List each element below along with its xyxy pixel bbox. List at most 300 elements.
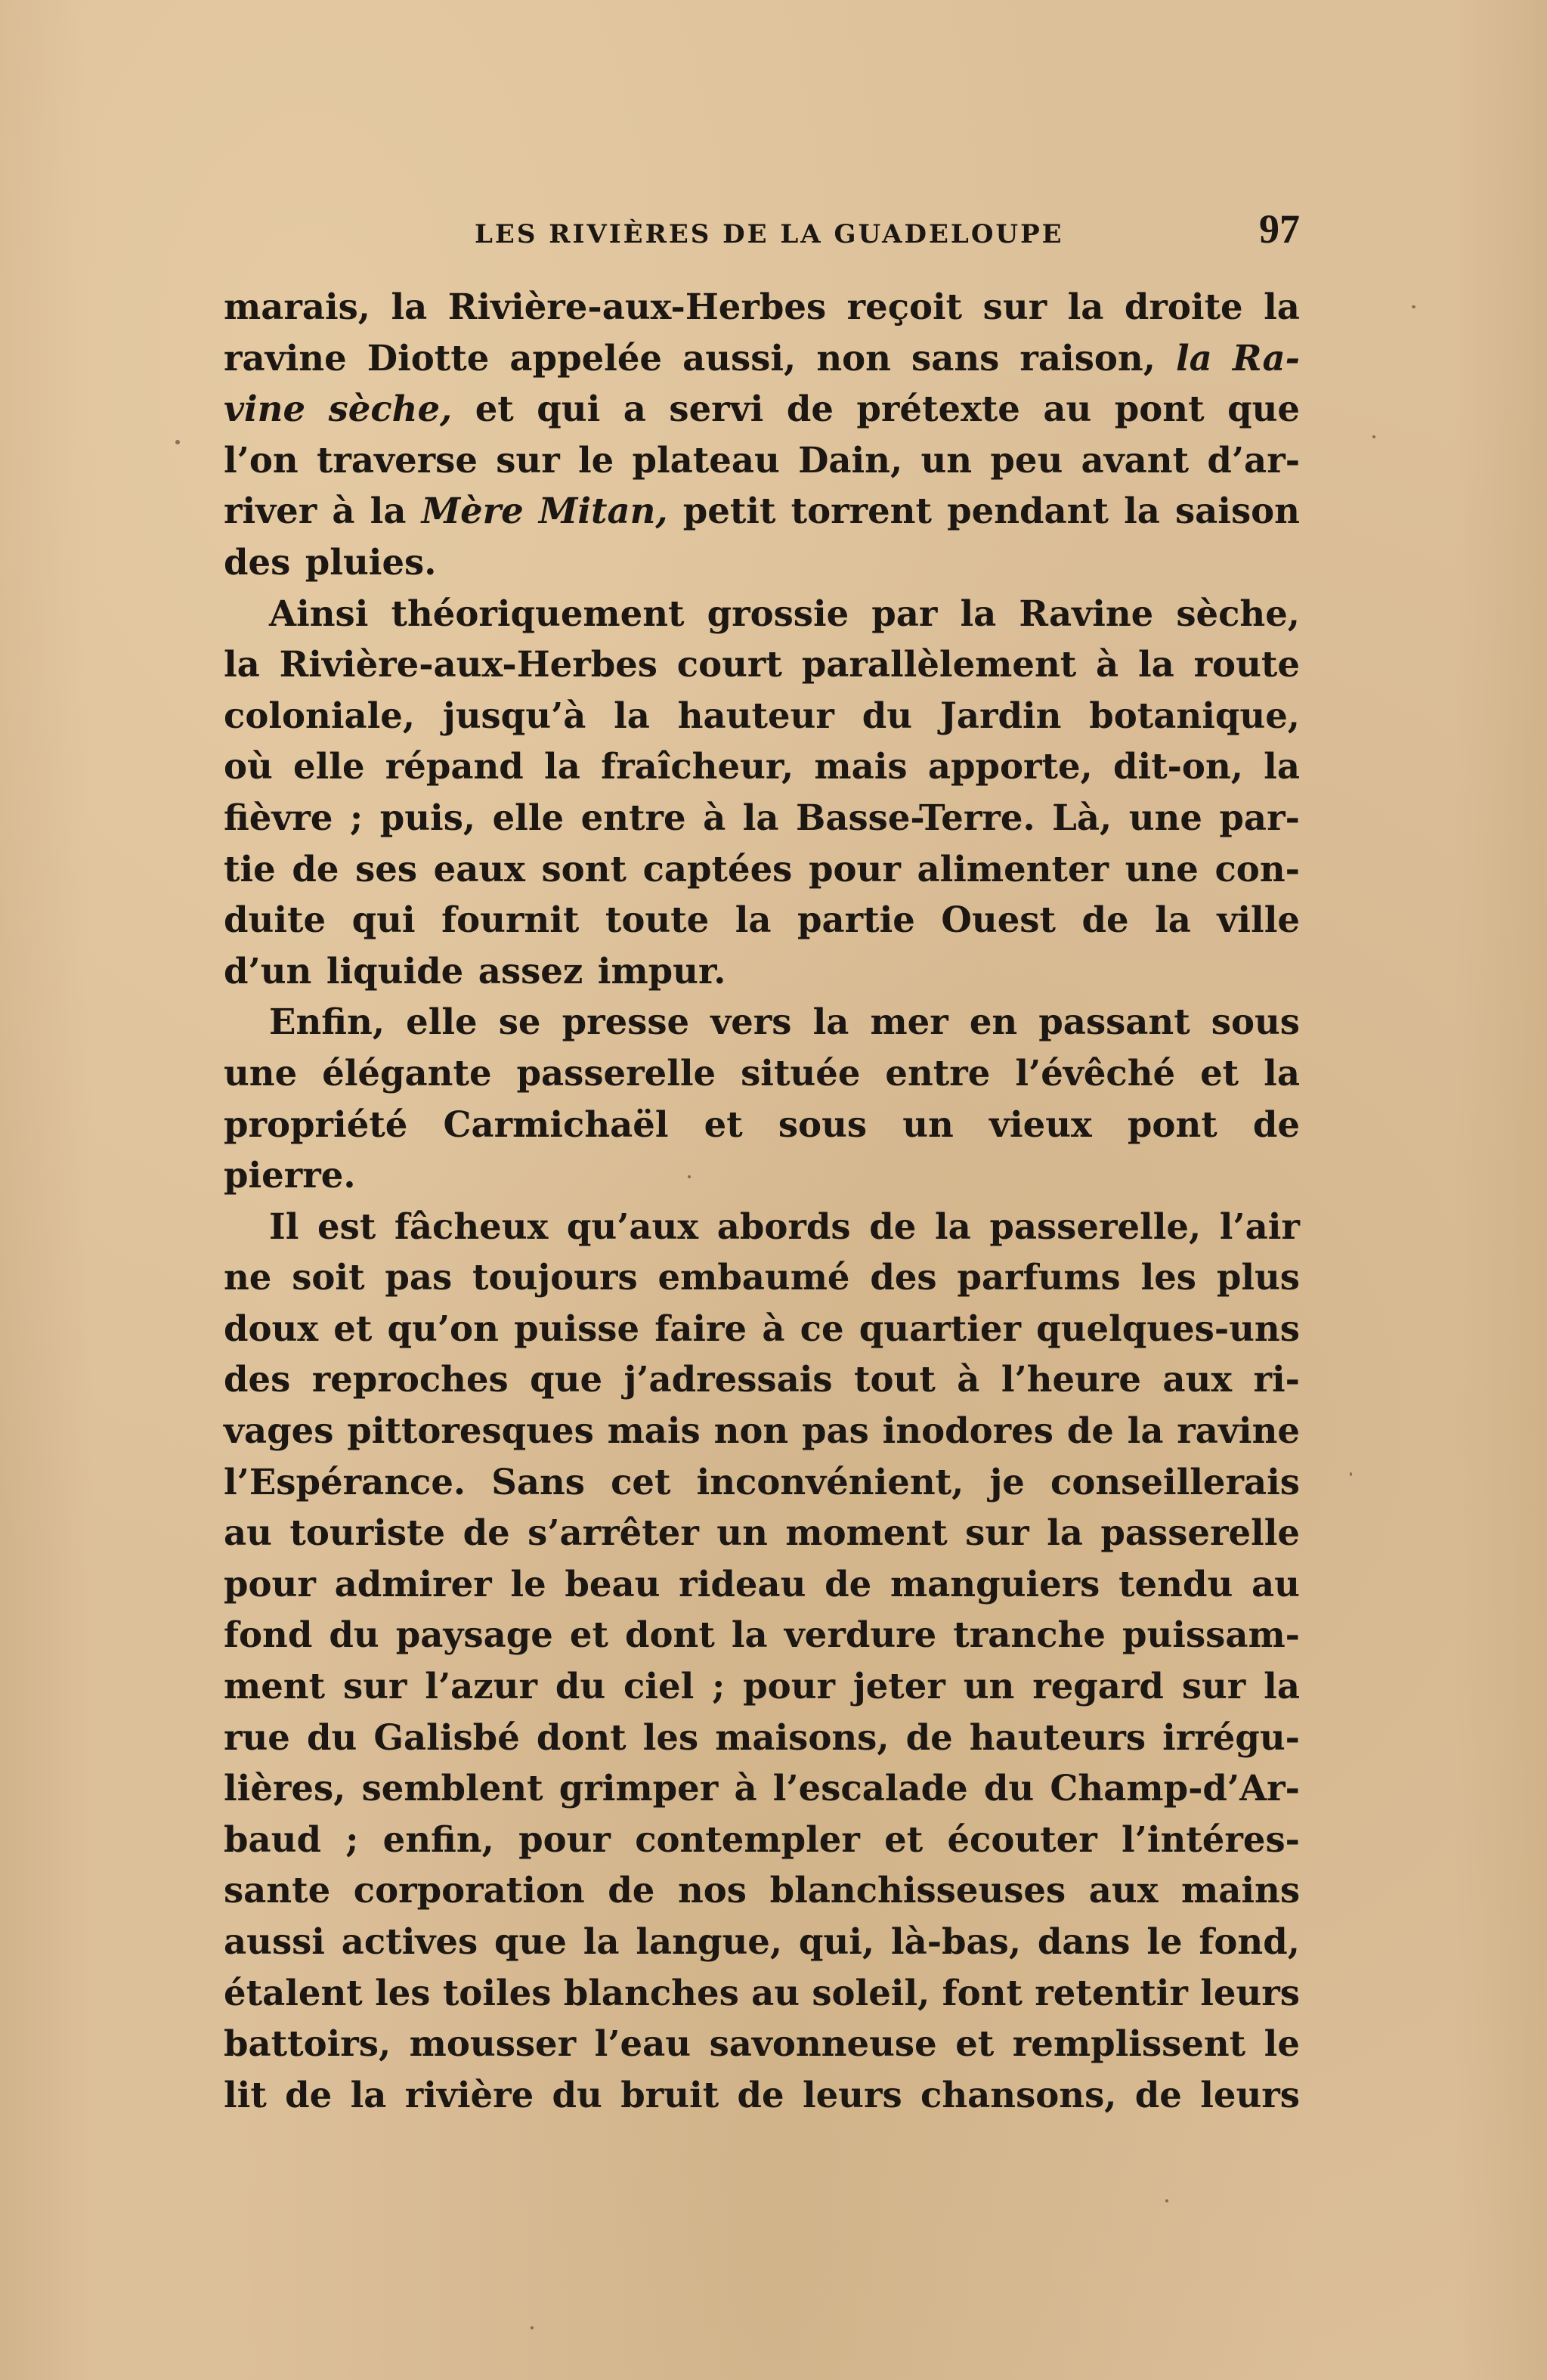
word: rivière [404, 2073, 534, 2115]
word: sous [1211, 1001, 1300, 1043]
word: plus [1216, 1256, 1300, 1298]
word: pont [1114, 388, 1205, 430]
word: soit [292, 1256, 365, 1298]
word: marais, [224, 286, 370, 327]
word: appelée [509, 336, 662, 379]
word: Rivière-aux-Herbes [279, 643, 657, 686]
text-line [224, 741, 1300, 792]
word: captées [642, 847, 793, 890]
word: à [332, 490, 355, 532]
word: sur [342, 1665, 407, 1707]
text-line [224, 1456, 1300, 1508]
word: la [1067, 286, 1104, 327]
word: remplissent [1012, 2023, 1246, 2065]
text-line [224, 1712, 1300, 1763]
word: rideau [679, 1562, 806, 1605]
word: irrégu- [1162, 1716, 1300, 1758]
word: Ouest [941, 899, 1056, 941]
text-line [224, 2018, 1300, 2069]
word: la [1264, 286, 1300, 327]
word: et [569, 1614, 608, 1656]
paper-speck [1165, 2199, 1168, 2202]
word: la [350, 2073, 387, 2115]
word: la [934, 1205, 971, 1247]
word: un [716, 1512, 768, 1554]
word: qui [537, 388, 601, 430]
word: que [494, 1920, 567, 1962]
word: au [1043, 388, 1092, 430]
word: elle [293, 745, 365, 788]
word: vine [224, 388, 306, 430]
word: torrent [791, 490, 932, 532]
word: des [224, 540, 291, 583]
word: du [552, 2073, 602, 2115]
word: duite [224, 899, 326, 941]
word: de [1081, 899, 1129, 941]
text-line [224, 435, 1300, 486]
word: des [224, 1358, 291, 1400]
word: ri- [1253, 1358, 1300, 1400]
word: semblent [361, 1767, 543, 1809]
word: l’Espérance. [224, 1460, 466, 1503]
text-line [224, 1967, 1300, 2019]
text-line [224, 2069, 1300, 2121]
word: la [812, 1001, 849, 1043]
running-head [224, 206, 1300, 258]
word: petit [682, 490, 776, 532]
word: la [1124, 490, 1160, 532]
word: abords [716, 1205, 851, 1247]
word: sans [911, 336, 1000, 379]
word: sur [496, 438, 560, 481]
word: le [1264, 2023, 1300, 2065]
word: ; [345, 1818, 359, 1860]
word: la [1127, 1410, 1164, 1452]
word: blanches [563, 1971, 739, 2013]
word: propriété [224, 1103, 408, 1145]
word: peu [990, 438, 1063, 481]
word: au [751, 1971, 800, 2013]
text-line [224, 690, 1300, 741]
word: partie [797, 899, 915, 941]
word: retentir [1035, 1971, 1188, 2013]
word: l’azur [425, 1665, 537, 1707]
word: à [734, 1767, 757, 1809]
text-line [224, 996, 1300, 1048]
word: grimper [558, 1767, 719, 1809]
word: de [608, 1869, 655, 1911]
word: de [825, 1562, 872, 1605]
word: river [224, 490, 317, 532]
word: à [703, 796, 726, 838]
word: coloniale, [224, 694, 416, 736]
word: ciel [623, 1665, 695, 1707]
word: la [742, 796, 779, 838]
word: ses [355, 847, 418, 890]
word: un [920, 438, 973, 481]
word: est [317, 1205, 376, 1247]
text-line [224, 792, 1300, 843]
word: admirer [334, 1562, 492, 1605]
word: apporte, [927, 745, 1093, 788]
word: répand [385, 745, 524, 788]
text-line [224, 588, 1300, 639]
word: aussi [224, 1920, 325, 1962]
word: verdure [784, 1614, 937, 1656]
word: les [1140, 1256, 1196, 1298]
word: mais [607, 1410, 701, 1452]
word: vers [710, 1001, 792, 1043]
word: qui, [798, 1920, 875, 1962]
word: pas [802, 1410, 869, 1452]
word: contempler [635, 1818, 860, 1860]
text-line [224, 485, 1300, 537]
word: des [870, 1256, 937, 1298]
word: Dain, [798, 438, 903, 481]
word: inconvénient, [696, 1460, 964, 1503]
word: dans [1037, 1920, 1131, 1962]
word: Champ-d’Ar- [1050, 1767, 1300, 1809]
word: mer [870, 1001, 948, 1043]
word: court [676, 643, 782, 686]
word: du [329, 1614, 379, 1656]
word: l’air [1219, 1205, 1300, 1247]
word: élégante [322, 1051, 492, 1094]
word: à [762, 1307, 785, 1349]
word: toute [605, 899, 710, 941]
word: lit [224, 2073, 267, 2115]
word: la [1137, 643, 1174, 686]
word: Mitan, [538, 490, 668, 532]
word: touriste [289, 1512, 446, 1554]
word: de [786, 388, 834, 430]
text-line [224, 1201, 1300, 1252]
word: une [1125, 847, 1199, 890]
word: ; [350, 796, 364, 838]
text-line [224, 1048, 1300, 1099]
word: sur [982, 286, 1047, 327]
word: leurs [802, 2073, 902, 2115]
word: embaumé [657, 1256, 850, 1298]
word: elle [406, 1001, 478, 1043]
word: Jardin [939, 694, 1062, 736]
word: là-bas, [890, 1920, 1022, 1962]
word: qu’aux [566, 1205, 699, 1247]
word: à [957, 1358, 980, 1400]
word: dont [536, 1716, 627, 1758]
word: de [737, 2073, 784, 2115]
word: pierre. [224, 1154, 356, 1196]
word: de [285, 2073, 333, 2115]
word: la [1047, 1512, 1083, 1554]
word: enfin, [382, 1818, 494, 1860]
word: écouter [947, 1818, 1097, 1860]
text-line [224, 383, 1300, 435]
paper-speck [531, 2326, 534, 2329]
word: fièvre [224, 796, 333, 838]
word: par- [1219, 796, 1300, 838]
word: pour [808, 847, 901, 890]
word: du [862, 694, 913, 736]
text-line [224, 281, 1300, 333]
word: tie [224, 847, 276, 890]
word: pluies. [305, 540, 437, 583]
word: le [577, 438, 614, 481]
word: parfums [957, 1256, 1121, 1298]
word: ; [712, 1665, 726, 1707]
word: la [1155, 899, 1191, 941]
word: nos [677, 1869, 747, 1911]
word: hauteurs [969, 1716, 1146, 1758]
word: les [642, 1716, 699, 1758]
word: dit-on, [1112, 745, 1243, 788]
word: par [871, 592, 938, 634]
word: au [224, 1512, 272, 1554]
word: de [292, 847, 339, 890]
word: sous [778, 1103, 868, 1145]
word: leurs [1200, 1971, 1300, 2013]
word: beau [565, 1562, 661, 1605]
word: de [1066, 1410, 1114, 1452]
word: le [1146, 1920, 1183, 1962]
word: liquide [326, 949, 464, 992]
word: prétexte [856, 388, 1020, 430]
word: pittoresques [347, 1410, 594, 1452]
word: reçoit [846, 286, 963, 327]
word: sèche, [328, 388, 453, 430]
word: Là, [1052, 796, 1112, 838]
word: dont [625, 1614, 715, 1656]
text-line [224, 843, 1300, 895]
word: passerelle, [989, 1205, 1202, 1247]
word: elle [492, 796, 565, 838]
word: du [306, 1716, 357, 1758]
word: alimenter [917, 847, 1109, 890]
word: puissam- [1122, 1614, 1300, 1656]
paper-speck [1412, 305, 1416, 308]
word: battoirs, [224, 2023, 391, 2065]
word: maisons, [715, 1716, 890, 1758]
word: d’ar- [1207, 438, 1300, 481]
word: grossie [707, 592, 849, 634]
text-line [224, 946, 1300, 997]
text-line [224, 1354, 1300, 1405]
word: jeter [852, 1665, 945, 1707]
word: la [735, 899, 772, 941]
word: une [224, 1051, 298, 1094]
word: con- [1214, 847, 1300, 890]
word: plateau [632, 438, 780, 481]
word: au [1252, 1562, 1300, 1605]
word: font [942, 1971, 1023, 2013]
word: route [1193, 643, 1300, 686]
word: ravine [224, 336, 347, 379]
text-line [224, 537, 1300, 588]
word: tranche [953, 1614, 1106, 1656]
word: ravine [1177, 1410, 1300, 1452]
paper-speck [175, 440, 180, 444]
word: un [902, 1103, 954, 1145]
word: corporation [353, 1869, 585, 1911]
word: et [704, 1103, 743, 1145]
text-line [224, 333, 1300, 384]
word: cet [611, 1460, 671, 1503]
word: eaux [433, 847, 525, 890]
word: raison, [1019, 336, 1156, 379]
word: un [963, 1665, 1015, 1707]
paper-speck [688, 1175, 691, 1178]
word: puisse [514, 1307, 640, 1349]
word: fond [224, 1614, 313, 1656]
word: à [1096, 643, 1119, 686]
word: fond, [1199, 1920, 1300, 1962]
word: que [1227, 388, 1300, 430]
word: la [583, 1920, 620, 1962]
text-line [224, 1763, 1300, 1814]
body-text [224, 281, 1300, 2120]
word: doux [224, 1307, 319, 1349]
text-line [224, 639, 1300, 690]
word: Mère [421, 490, 524, 532]
word: leurs [1200, 2073, 1300, 2115]
word: une [1128, 796, 1202, 838]
word: où [224, 745, 273, 788]
word: la [731, 1614, 768, 1656]
word: Ainsi [269, 592, 369, 634]
word: quelques-uns [1036, 1307, 1300, 1349]
word: conseillerais [1050, 1460, 1300, 1503]
word: passerelle [516, 1051, 716, 1094]
word: chansons, [920, 2073, 1117, 2115]
word: sur [1181, 1665, 1246, 1707]
word: a [623, 388, 646, 430]
word: servi [669, 388, 764, 430]
word: jusqu’à [442, 694, 586, 736]
word: mais [814, 745, 908, 788]
word: d’un [224, 949, 312, 992]
text-line [224, 1507, 1300, 1558]
word: avant [1081, 438, 1190, 481]
word: presse [562, 1001, 690, 1043]
word: Enfin, [269, 1001, 385, 1043]
word: tout [854, 1358, 936, 1400]
word: parallèlement [801, 643, 1077, 686]
word: la [614, 694, 650, 736]
word: sont [541, 847, 627, 890]
paper-speck [1372, 435, 1375, 438]
word: Basse-Terre. [796, 796, 1035, 838]
text-line [224, 1660, 1300, 1712]
word: non [816, 336, 891, 379]
text-line [224, 1303, 1300, 1354]
text-line [224, 1099, 1300, 1150]
word: ment [224, 1665, 326, 1707]
word: fournit [441, 899, 580, 941]
word: inodores [882, 1410, 1054, 1452]
word: la [370, 490, 407, 532]
word: aussi, [682, 336, 797, 379]
text-line [224, 1814, 1300, 1865]
word: de [1252, 1103, 1300, 1145]
word: du [555, 1665, 606, 1707]
word: située [741, 1051, 861, 1094]
word: baud [224, 1818, 321, 1860]
word: entre [885, 1051, 991, 1094]
word: étalent [224, 1971, 363, 2013]
word: pont [1127, 1103, 1217, 1145]
word: rue [224, 1716, 290, 1758]
word: ville [1217, 899, 1300, 941]
text-line [224, 1558, 1300, 1610]
word: la [1264, 745, 1300, 788]
word: Il [269, 1205, 299, 1247]
word: qui [351, 899, 416, 941]
word: s’arrêter [528, 1512, 699, 1554]
word: l’on [224, 438, 299, 481]
word: le [510, 1562, 546, 1605]
word: de [869, 1205, 917, 1247]
word: la [224, 643, 260, 686]
word: qu’on [387, 1307, 499, 1349]
word: l’intéres- [1121, 1818, 1300, 1860]
word: Ra- [1232, 336, 1300, 379]
word: en [969, 1001, 1018, 1043]
word: sur [965, 1512, 1029, 1554]
word: les [375, 1971, 431, 2013]
word: Galisbé [373, 1716, 520, 1758]
word: que [530, 1358, 603, 1400]
word: vages [224, 1410, 334, 1452]
text-line [224, 1916, 1300, 1967]
word: théoriquement [391, 592, 685, 634]
word: et [884, 1818, 924, 1860]
word: de [905, 1716, 953, 1758]
word: impur. [597, 949, 726, 992]
word: fâcheux [394, 1205, 549, 1247]
word: fraîcheur, [601, 745, 794, 788]
word: puis, [379, 796, 476, 838]
word: sèche, [1176, 592, 1300, 634]
running-title: LES RIVIÈRES DE LA GUADELOUPE [475, 219, 1064, 249]
word: de [1134, 2073, 1182, 2115]
word: l’évêché [1015, 1051, 1176, 1094]
word: traverse [316, 438, 478, 481]
word: la [1175, 336, 1212, 379]
word: je [989, 1460, 1025, 1503]
word: et [475, 388, 514, 430]
word: vieux [989, 1103, 1092, 1145]
word: l’heure [1001, 1358, 1141, 1400]
word: langue, [636, 1920, 783, 1962]
word: tendu [1118, 1562, 1233, 1605]
word: j’adressais [623, 1358, 833, 1400]
word: et [1200, 1051, 1239, 1094]
word: ne [224, 1256, 272, 1298]
word: et [333, 1307, 373, 1349]
word: toujours [472, 1256, 638, 1298]
word: pas [385, 1256, 453, 1298]
word: manguiers [890, 1562, 1100, 1605]
word: entre [580, 796, 686, 838]
word: droite [1124, 286, 1243, 327]
word: du [983, 1767, 1035, 1809]
paper-speck [1350, 1472, 1352, 1476]
word: pour [518, 1818, 611, 1860]
word: pendant [947, 490, 1109, 532]
word: sante [224, 1869, 331, 1911]
word: la [544, 745, 580, 788]
text-line [224, 1150, 1300, 1201]
